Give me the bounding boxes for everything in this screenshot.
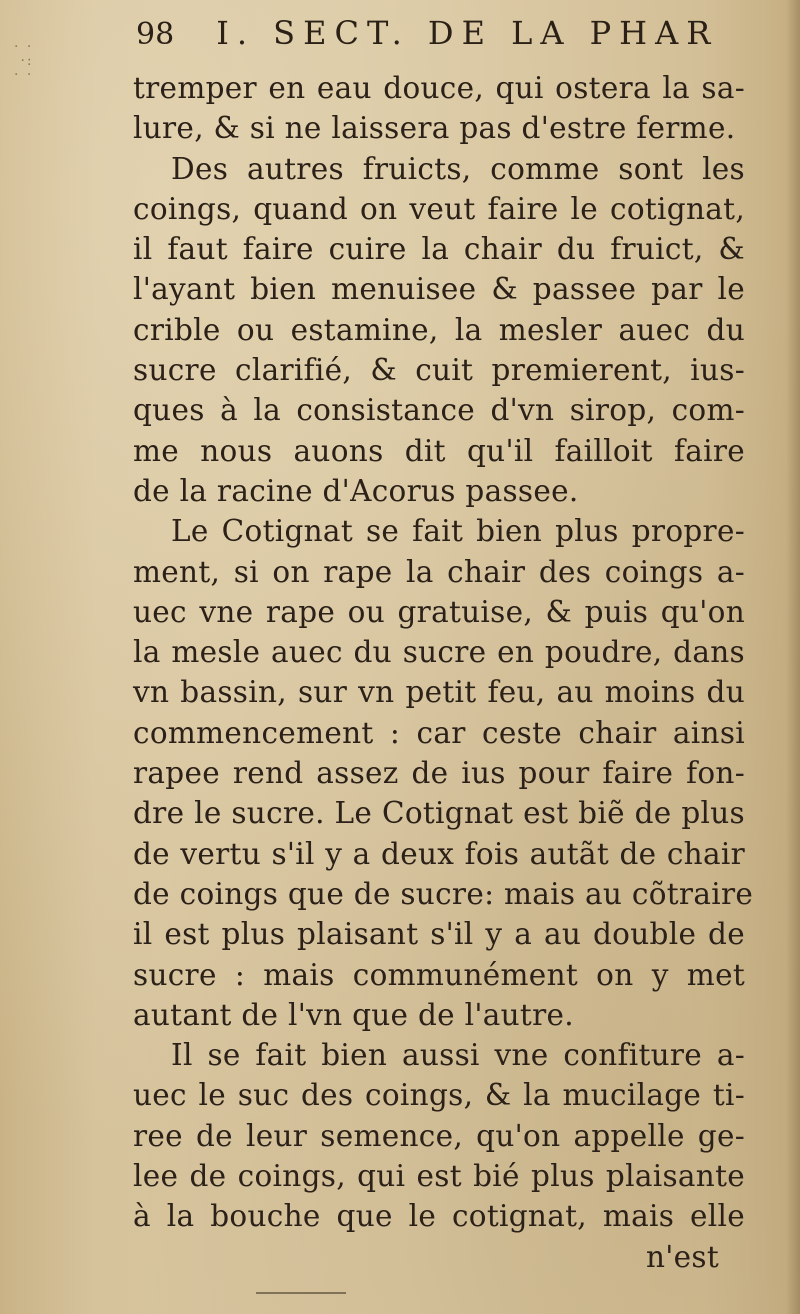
text-line: lure, & si ne laissera pas d'estre ferme. <box>133 111 736 146</box>
body-text <box>133 68 754 1277</box>
text-line: tremper en eau douce, qui ostera la sa- <box>133 71 745 105</box>
text-line: coings, quand on veut faire le cotignat, <box>133 191 745 226</box>
page-header <box>136 14 756 66</box>
text-line: sucre clarifié, & cuit premierent, ius- <box>133 353 745 388</box>
text-line: de la racine d'Acorus passee. <box>133 473 579 508</box>
text-line: de vertu s'il y a deux fois autãt de chair <box>133 836 745 871</box>
text-line: uec le suc des coings, & la mucilage ti- <box>133 1078 745 1113</box>
page-number: 98 <box>136 17 175 52</box>
text-line: ree de leur semence, qu'on appelle ge- <box>133 1118 745 1153</box>
text-line: l'ayant bien menuisee & passee par le <box>133 272 745 307</box>
bottom-rule <box>256 1292 346 1294</box>
text-line: il faut faire cuire la chair du fruict, & <box>133 232 745 267</box>
text-line: Il se fait bien aussi vne confiture a- <box>171 1038 745 1073</box>
page-edge-shadow <box>786 0 800 1314</box>
running-title: I. SECT. DE LA PHAR <box>216 14 719 52</box>
text-line: de coings que de sucre: mais au cõtraire <box>133 876 754 911</box>
text-line: vn bassin, sur vn petit feu, au moins du <box>133 675 745 710</box>
text-line: sucre : mais communément on y met <box>133 957 745 992</box>
text-line: il est plus plaisant s'il y a au double de <box>133 917 745 952</box>
text-line: Le Cotignat se fait bien plus propre- <box>171 514 745 549</box>
text-line: Des autres fruicts, comme sont les <box>171 151 745 186</box>
margin-ink-mark: · · ·: · · <box>14 39 34 83</box>
text-line: lee de coings, qui est bié plus plaisante <box>133 1159 745 1194</box>
text-line: à la bouche que le cotignat, mais elle <box>133 1199 745 1234</box>
text-line: ment, si on rape la chair des coings a- <box>133 554 745 589</box>
text-line: autant de l'vn que de l'autre. <box>133 997 574 1032</box>
text-line: commencement : car ceste chair ainsi <box>133 715 745 750</box>
catchword: n'est <box>645 1239 719 1274</box>
text-line: dre le sucre. Le Cotignat est biẽ de plus <box>133 796 745 831</box>
text-line: crible ou estamine, la mesler auec du <box>133 312 745 347</box>
text-line: uec vne rape ou gratuise, & puis qu'on <box>133 594 745 629</box>
text-line: ques à la consistance d'vn sirop, com- <box>133 393 745 428</box>
text-line: me nous auons dit qu'il failloit faire <box>133 433 745 468</box>
text-line: la mesle auec du sucre en poudre, dans <box>133 635 745 670</box>
text-line: rapee rend assez de ius pour faire fon- <box>133 756 745 791</box>
